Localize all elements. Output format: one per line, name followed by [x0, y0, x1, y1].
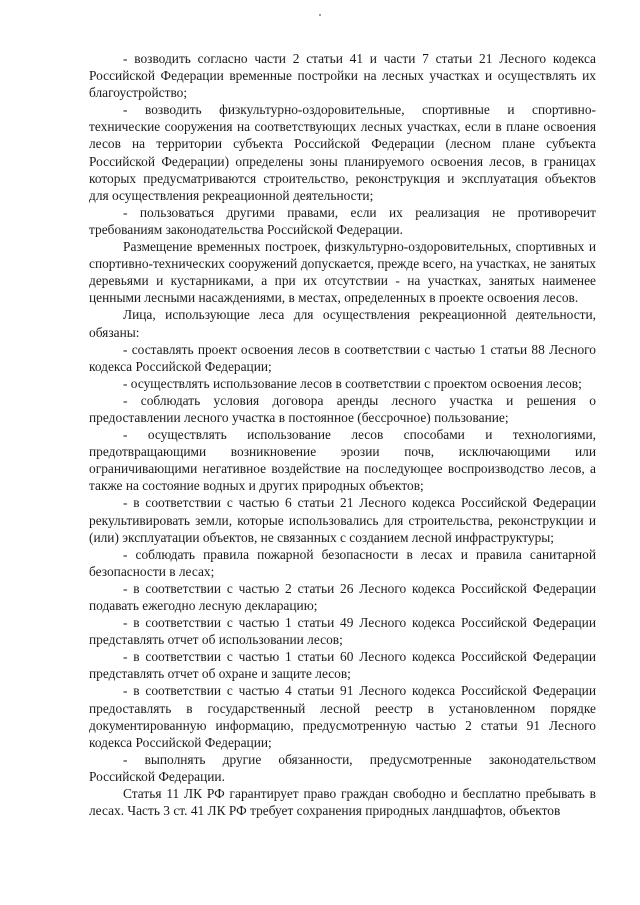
paragraph: - возводить физкультурно-оздоровительные, спортивные и спортивно-технические сооружения на соответствующих лесных участках, если в плане освоения лесов на территории субъекта Российской Федерации (лесном плане субъекта Российской Федерации) определены зоны планируемого освоения лесов, в границах которых предусматриваются строительство, реконструкция и эксплуатация объектов для осуществления рекреационной деятельности;: [89, 102, 596, 203]
paragraph: - в соответствии с частью 4 статьи 91 Лесного кодекса Российской Федерации предоставлять в государственный лесной реестр в установленном порядке документированную информацию, предусмотренную частью 2 статьи 91 Лесного кодекса Российской Федерации;: [89, 683, 596, 750]
paragraph: - пользоваться другими правами, если их реализация не противоречит требованиям законодательства Российской Федерации.: [89, 204, 596, 237]
paragraph: - осуществлять использование лесов способами и технологиями, предотвращающими возникновение эрозии почв, исключающими или ограничивающими негативное воздействие на последующее воспроизводство лесов, а также на состояние водных и других природных объектов;: [89, 427, 596, 494]
paragraph: - в соответствии с частью 6 статьи 21 Лесного кодекса Российской Федерации рекультивировать земли, которые использовались для строительства, реконструкции и (или) эксплуатации объектов, не связанных с созданием лесной инфраструктуры;: [89, 495, 596, 545]
document-body: [89, 50, 596, 819]
scan-mark: [319, 14, 321, 16]
paragraph: Размещение временных построек, физкультурно-оздоровительных, спортивных и спортивно-технических сооружений допускается, прежде всего, на участках, не занятых деревьями и кустарниками, а при их отсутствии - на участках, занятых наименее ценными лесными насаждениями, в местах, определенных в проекте освоения лесов.: [89, 239, 596, 306]
paragraph: - осуществлять использование лесов в соответствии с проектом освоения лесов;: [123, 375, 582, 391]
paragraph: Лица, использующие леса для осуществления рекреационной деятельности, обязаны:: [89, 307, 596, 340]
paragraph: - соблюдать правила пожарной безопасности в лесах и правила санитарной безопасности в лесах;: [89, 546, 596, 579]
paragraph: - в соответствии с частью 1 статьи 49 Лесного кодекса Российской Федерации представлять отчет об использовании лесов;: [89, 615, 596, 648]
paragraph: - в соответствии с частью 2 статьи 26 Лесного кодекса Российской Федерации подавать ежегодно лесную декларацию;: [89, 580, 596, 613]
paragraph: - возводить согласно части 2 статьи 41 и части 7 статьи 21 Лесного кодекса Российской Федерации временные постройки на лесных участках и осуществлять их благоустройство;: [89, 51, 596, 101]
paragraph: - выполнять другие обязанности, предусмотренные законодательством Российской Федерации.: [89, 751, 596, 784]
paragraph: Статья 11 ЛК РФ гарантирует право граждан свободно и бесплатно пребывать в лесах. Часть 3 ст. 41 ЛК РФ требует сохранения природных ландшафтов, объектов: [89, 786, 596, 819]
paragraph: - составлять проект освоения лесов в соответствии с частью 1 статьи 88 Лесного кодекса Российской Федерации;: [89, 341, 596, 374]
paragraph: - в соответствии с частью 1 статьи 60 Лесного кодекса Российской Федерации представлять отчет об охране и защите лесов;: [89, 649, 596, 682]
paragraph: - соблюдать условия договора аренды лесного участка и решения о предоставлении лесного участка в постоянное (бессрочное) пользование;: [89, 392, 596, 425]
